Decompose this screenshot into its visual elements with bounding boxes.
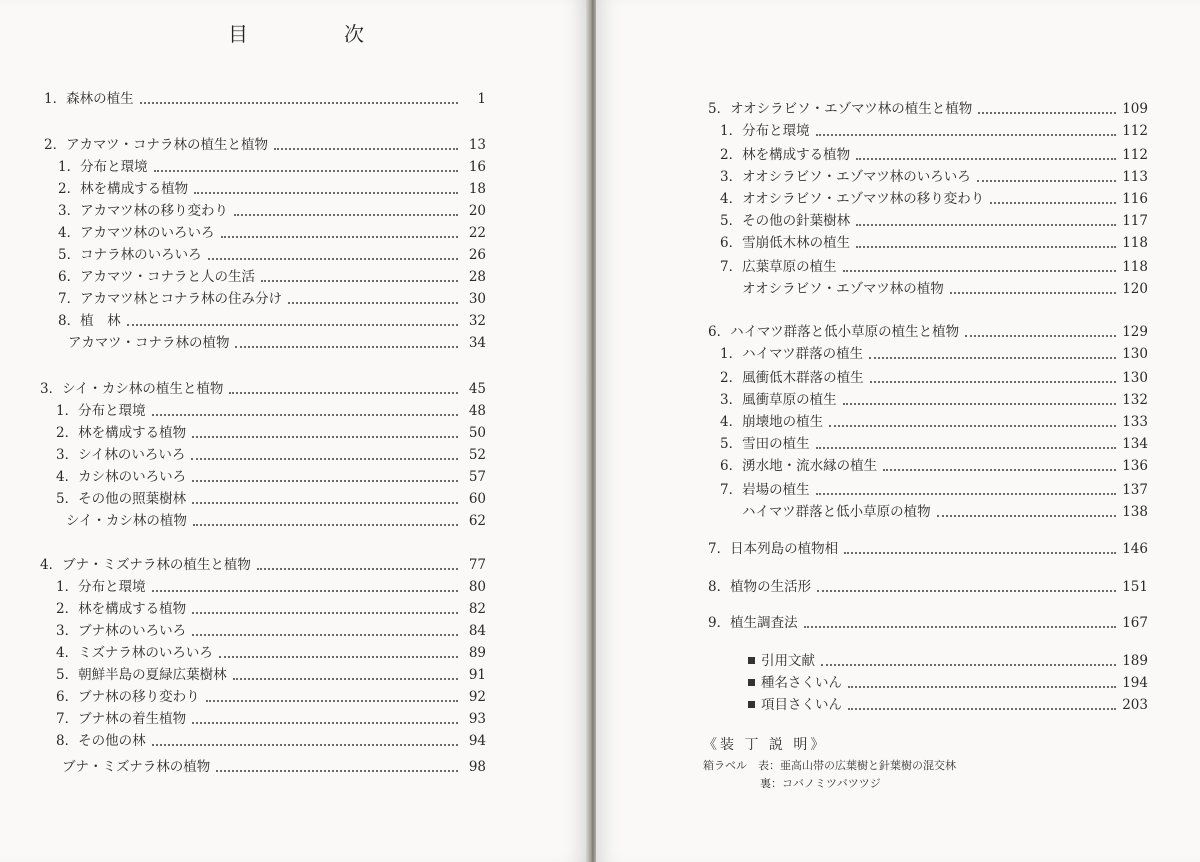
dot-leader xyxy=(127,322,458,326)
toc-entry-label xyxy=(58,202,228,220)
toc-entry-text: 2．林を構成する植物 xyxy=(56,425,187,441)
toc-entry-text: 5．オオシラビソ・エゾマツ林の植生と植物 xyxy=(708,101,973,117)
toc-page-number: 167 xyxy=(1122,615,1148,631)
toc-entry-text: 4．崩壊地の植生 xyxy=(720,414,824,430)
toc-entry xyxy=(56,468,486,486)
dot-leader xyxy=(817,588,1116,592)
toc-page-number: 82 xyxy=(468,601,486,617)
dot-leader xyxy=(848,684,1116,688)
toc-entry-label xyxy=(720,369,864,387)
toc-entry-label xyxy=(58,224,215,242)
toc-entry-text: 4．オオシラビソ・エゾマツ林の移り変わり xyxy=(720,191,985,207)
toc-entry-label xyxy=(56,732,146,750)
toc-entry-label xyxy=(56,622,186,640)
toc-entry-label xyxy=(56,644,213,662)
toc-entry-text: 5．コナラ林のいろいろ xyxy=(58,247,202,263)
toc-entry-text: 4．ブナ・ミズナラ林の植生と植物 xyxy=(40,557,251,573)
toc-page-number: 45 xyxy=(468,381,486,397)
toc-entry-label xyxy=(56,402,146,420)
toc-page-number: 194 xyxy=(1122,675,1148,691)
toc-entry-label xyxy=(56,468,186,486)
toc-entry xyxy=(62,758,486,776)
toc-entry xyxy=(708,614,1148,632)
toc-entry-label xyxy=(58,312,121,330)
toc-entry xyxy=(56,666,486,684)
toc-entry xyxy=(720,369,1148,387)
toc-entry-label xyxy=(720,481,810,499)
binding-note-line: 箱ラベル 表：亜高山帯の広葉樹と針葉樹の混交林 xyxy=(703,759,956,772)
toc-entry xyxy=(708,100,1148,118)
toc-entry-label xyxy=(720,234,850,252)
toc-entry xyxy=(56,446,486,464)
toc-entry-text: 4．アカマツ林のいろいろ xyxy=(58,225,215,241)
toc-entry xyxy=(58,180,486,198)
toc-entry-label xyxy=(720,122,810,140)
dot-leader xyxy=(978,110,1116,114)
dot-leader xyxy=(950,290,1117,294)
toc-entry-text: 1．ハイマツ群落の植生 xyxy=(720,346,864,362)
toc-entry xyxy=(720,391,1148,409)
dot-leader xyxy=(870,379,1117,383)
toc-entry-label xyxy=(56,424,186,442)
toc-entry xyxy=(58,290,486,308)
toc-entry xyxy=(66,512,486,530)
dot-leader xyxy=(235,344,458,348)
left-page xyxy=(0,0,588,862)
dot-leader xyxy=(257,566,458,570)
toc-entry-text: 4．カシ林のいろいろ xyxy=(56,469,187,485)
toc-entry xyxy=(56,688,486,706)
toc-entry-label xyxy=(62,758,210,776)
toc-entry-text: 9．植生調査法 xyxy=(708,615,798,631)
toc-entry-label xyxy=(720,258,837,276)
toc-page-number: 94 xyxy=(468,733,486,749)
toc-entry-label xyxy=(742,280,944,298)
toc-entry-text: 1．分布と環境 xyxy=(58,159,148,175)
dot-leader xyxy=(206,698,458,702)
toc-page-number: 137 xyxy=(1122,482,1148,498)
square-bullet-icon xyxy=(748,657,755,664)
toc-page-number: 146 xyxy=(1122,541,1148,557)
toc-page-number: 120 xyxy=(1122,281,1148,297)
toc-page-number: 113 xyxy=(1122,169,1148,185)
dot-leader xyxy=(191,456,458,460)
toc-entry-text: 6．アカマツ・コナラと人の生活 xyxy=(58,269,256,285)
toc-page-number: 28 xyxy=(468,269,486,285)
toc-entry-text: 8．その他の林 xyxy=(56,733,146,749)
toc-page-number: 84 xyxy=(468,623,486,639)
toc-entry xyxy=(720,190,1148,208)
toc-entry-label xyxy=(56,688,200,706)
toc-entry xyxy=(56,402,486,420)
toc-entry-label xyxy=(44,90,134,108)
toc-entry-label xyxy=(720,190,984,208)
toc-entry-text: 2．アカマツ・コナラ林の植生と植物 xyxy=(44,137,269,153)
toc-entry xyxy=(56,578,486,596)
toc-entry-label xyxy=(720,212,850,230)
dot-leader xyxy=(192,720,458,724)
toc-entry-text: 8．植 林 xyxy=(58,313,121,329)
toc-entry xyxy=(720,457,1148,475)
toc-entry xyxy=(720,435,1148,453)
dot-leader xyxy=(288,300,458,304)
dot-leader xyxy=(152,588,458,592)
toc-entry xyxy=(58,312,486,330)
toc-entry-label xyxy=(761,696,842,714)
toc-page-number: 136 xyxy=(1122,458,1148,474)
toc-entry-text: 7．ブナ林の着生植物 xyxy=(56,711,187,727)
toc-entry xyxy=(720,212,1148,230)
toc-entry xyxy=(708,540,1148,558)
dot-leader xyxy=(843,268,1117,272)
toc-page-number: 189 xyxy=(1122,653,1148,669)
toc-page-number: 129 xyxy=(1122,324,1148,340)
toc-entry-label xyxy=(720,168,971,186)
toc-entry-text: ブナ・ミズナラ林の植物 xyxy=(62,759,211,775)
binding-note-heading: 《装 丁 説 明》 xyxy=(703,737,828,753)
toc-entry-text: 6．ハイマツ群落と低小草原の植生と植物 xyxy=(708,324,960,340)
toc-entry xyxy=(56,622,486,640)
toc-page-number: 80 xyxy=(468,579,486,595)
square-bullet-icon xyxy=(748,679,755,686)
dot-leader xyxy=(274,146,458,150)
dot-leader xyxy=(821,662,1116,666)
toc-entry-label xyxy=(40,556,251,574)
toc-entry xyxy=(58,224,486,242)
dot-leader xyxy=(804,624,1117,628)
toc-entry-label xyxy=(708,540,838,558)
dot-leader xyxy=(261,278,458,282)
toc-page-number: 89 xyxy=(468,645,486,661)
toc-entry xyxy=(708,578,1148,596)
toc-entry-label xyxy=(56,600,186,618)
dot-leader xyxy=(192,632,458,636)
toc-entry xyxy=(58,158,486,176)
toc-entry-text: 3．アカマツ林の移り変わり xyxy=(58,203,229,219)
toc-page-number: 22 xyxy=(468,225,486,241)
square-bullet-icon xyxy=(748,701,755,708)
dot-leader xyxy=(234,212,458,216)
toc-entry-label xyxy=(56,490,186,508)
dot-leader xyxy=(965,333,1116,337)
dot-leader xyxy=(937,513,1117,517)
toc-entry-text: 2．林を構成する植物 xyxy=(56,601,187,617)
toc-entry-label xyxy=(761,674,842,692)
toc-page-number: 130 xyxy=(1122,346,1148,362)
toc-entry-text: 5．朝鮮半島の夏緑広葉樹林 xyxy=(56,667,227,683)
toc-page-number: 77 xyxy=(468,557,486,573)
dot-leader xyxy=(869,355,1116,359)
dot-leader xyxy=(848,706,1116,710)
toc-entry-label xyxy=(720,146,850,164)
toc-page-number: 109 xyxy=(1122,101,1148,117)
toc-entry-label xyxy=(708,323,959,341)
toc-entry-text: 1．分布と環境 xyxy=(56,403,146,419)
dot-leader xyxy=(883,467,1116,471)
toc-entry-text: 7．アカマツ林とコナラ林の住み分け xyxy=(58,291,283,307)
toc-page-number: 26 xyxy=(468,247,486,263)
toc-entry xyxy=(720,481,1148,499)
toc-page-number: 60 xyxy=(468,491,486,507)
toc-page-number: 48 xyxy=(468,403,486,419)
toc-entry-text: 3．オオシラビソ・エゾマツ林のいろいろ xyxy=(720,169,971,185)
toc-entry xyxy=(56,424,486,442)
toc-entry-text: 引用文献 xyxy=(761,653,815,669)
toc-entry-label xyxy=(58,268,255,286)
toc-page-number: 92 xyxy=(468,689,486,705)
toc-entry xyxy=(56,600,486,618)
toc-entry xyxy=(720,146,1148,164)
toc-entry-label xyxy=(708,100,972,118)
toc-entry xyxy=(44,136,486,154)
toc-entry xyxy=(742,503,1148,521)
toc-entry-text: 2．林を構成する植物 xyxy=(720,147,851,163)
toc-entry-text: アカマツ・コナラ林の植物 xyxy=(68,335,230,351)
toc-entry xyxy=(44,90,486,108)
dot-leader xyxy=(192,500,458,504)
dot-leader xyxy=(816,132,1117,136)
toc-page-number: 130 xyxy=(1122,370,1148,386)
toc-entry-text: 8．植物の生活形 xyxy=(708,579,812,595)
dot-leader xyxy=(843,401,1117,405)
toc-entry-label xyxy=(720,413,823,431)
toc-page-number: 93 xyxy=(468,711,486,727)
dot-leader xyxy=(216,768,458,772)
toc-entry-text: 3．風衝草原の植生 xyxy=(720,392,837,408)
dot-leader xyxy=(194,190,458,194)
dot-leader xyxy=(990,200,1116,204)
toc-entry-label xyxy=(720,435,810,453)
toc-entry xyxy=(56,710,486,728)
dot-leader xyxy=(233,676,458,680)
right-page xyxy=(596,0,1200,862)
dot-leader xyxy=(856,222,1116,226)
toc-entry-label xyxy=(720,391,837,409)
toc-entry-label xyxy=(56,446,185,464)
toc-page-number: 118 xyxy=(1122,235,1148,251)
toc-entry-label xyxy=(58,290,282,308)
toc-entry-label xyxy=(56,578,146,596)
toc-page-number: 134 xyxy=(1122,436,1148,452)
toc-entry-text: 5．雪田の植生 xyxy=(720,436,810,452)
toc-entry-label xyxy=(58,158,148,176)
toc-entry-text: 2．林を構成する植物 xyxy=(58,181,189,197)
toc-entry-text: 1．分布と環境 xyxy=(720,123,810,139)
toc-entry-label xyxy=(58,180,188,198)
toc-entry-text: 6．雪崩低木林の植生 xyxy=(720,235,851,251)
toc-entry-text: ハイマツ群落と低小草原の植物 xyxy=(742,504,931,520)
toc-entry xyxy=(58,268,486,286)
toc-entry-text: 3．ブナ林のいろいろ xyxy=(56,623,187,639)
toc-entry-label xyxy=(708,578,811,596)
toc-page-number: 132 xyxy=(1122,392,1148,408)
toc-entry xyxy=(742,280,1148,298)
dot-leader xyxy=(229,390,458,394)
dot-leader xyxy=(856,244,1116,248)
toc-entry-label xyxy=(56,710,186,728)
toc-page-number: 112 xyxy=(1122,123,1148,139)
toc-page-number: 30 xyxy=(468,291,486,307)
toc-page-number: 91 xyxy=(468,667,486,683)
page-title: 目 次 xyxy=(228,22,402,46)
toc-page-number: 62 xyxy=(468,513,486,529)
toc-page-number: 20 xyxy=(468,203,486,219)
toc-entry-text: 7．広葉草原の植生 xyxy=(720,259,837,275)
toc-entry-label xyxy=(742,503,931,521)
toc-entry-label xyxy=(44,136,268,154)
dot-leader xyxy=(221,234,458,238)
toc-entry xyxy=(68,334,486,352)
toc-entry-text: 6．湧水地・流水縁の植生 xyxy=(720,458,878,474)
toc-entry-label xyxy=(40,380,223,398)
toc-entry-text: 5．その他の照葉樹林 xyxy=(56,491,187,507)
toc-entry-text: 7．岩場の植生 xyxy=(720,482,810,498)
dot-leader xyxy=(154,168,458,172)
toc-entry xyxy=(720,122,1148,140)
dot-leader xyxy=(152,412,458,416)
toc-page-number: 34 xyxy=(468,335,486,351)
dot-leader xyxy=(977,178,1116,182)
dot-leader xyxy=(192,478,458,482)
toc-entry-label xyxy=(68,334,229,352)
dot-leader xyxy=(193,522,458,526)
toc-entry xyxy=(56,732,486,750)
toc-entry-text: 7．日本列島の植物相 xyxy=(708,541,839,557)
toc-entry xyxy=(748,652,1148,670)
toc-entry xyxy=(720,413,1148,431)
toc-entry-label xyxy=(720,457,877,475)
toc-entry-label xyxy=(761,652,815,670)
toc-page-number: 151 xyxy=(1122,579,1148,595)
toc-entry xyxy=(56,490,486,508)
toc-page-number: 116 xyxy=(1122,191,1148,207)
toc-page-number: 57 xyxy=(468,469,486,485)
toc-entry-text: 2．風衝低木群落の植生 xyxy=(720,370,864,386)
toc-entry xyxy=(748,696,1148,714)
toc-entry-label xyxy=(720,345,863,363)
toc-page-number: 133 xyxy=(1122,414,1148,430)
toc-page-number: 1 xyxy=(477,91,486,107)
toc-page-number: 13 xyxy=(468,137,486,153)
toc-entry xyxy=(748,674,1148,692)
toc-page-number: 52 xyxy=(468,447,486,463)
toc-entry-text: 1．分布と環境 xyxy=(56,579,146,595)
dot-leader xyxy=(856,156,1116,160)
toc-entry-text: 3．シイ・カシ林の植生と植物 xyxy=(40,381,224,397)
toc-entry-text: 3．シイ林のいろいろ xyxy=(56,447,186,463)
dot-leader xyxy=(192,610,458,614)
toc-entry xyxy=(720,234,1148,252)
dot-leader xyxy=(219,654,458,658)
toc-entry xyxy=(40,556,486,574)
dot-leader xyxy=(192,434,458,438)
toc-page-number: 98 xyxy=(468,759,486,775)
toc-page-number: 32 xyxy=(468,313,486,329)
toc-page-number: 16 xyxy=(468,159,486,175)
dot-leader xyxy=(816,491,1117,495)
toc-entry-label xyxy=(58,246,202,264)
toc-entry xyxy=(720,345,1148,363)
toc-page-number: 112 xyxy=(1122,147,1148,163)
toc-entry xyxy=(56,644,486,662)
toc-entry-text: 6．ブナ林の移り変わり xyxy=(56,689,200,705)
dot-leader xyxy=(844,550,1116,554)
toc-entry xyxy=(58,246,486,264)
dot-leader xyxy=(152,742,458,746)
toc-page-number: 138 xyxy=(1122,504,1148,520)
toc-entry xyxy=(58,202,486,220)
toc-entry-text: 4．ミズナラ林のいろいろ xyxy=(56,645,213,661)
toc-page-number: 118 xyxy=(1122,259,1148,275)
dot-leader xyxy=(208,256,458,260)
toc-page-number: 50 xyxy=(468,425,486,441)
binding-note-line: 裏：コバノミツバツツジ xyxy=(760,777,881,790)
toc-entry-label xyxy=(56,666,227,684)
toc-entry-text: シイ・カシ林の植物 xyxy=(66,513,187,529)
toc-entry xyxy=(720,168,1148,186)
dot-leader xyxy=(829,423,1116,427)
toc-page-number: 203 xyxy=(1122,697,1148,713)
toc-entry-text: 1．森林の植生 xyxy=(44,91,134,107)
dot-leader xyxy=(816,445,1117,449)
toc-page-number: 117 xyxy=(1122,213,1148,229)
toc-entry-text: 5．その他の針葉樹林 xyxy=(720,213,851,229)
dot-leader xyxy=(140,100,458,104)
toc-page-number: 18 xyxy=(468,181,486,197)
toc-entry-text: オオシラビソ・エゾマツ林の植物 xyxy=(742,281,944,297)
toc-entry-label xyxy=(708,614,798,632)
toc-entry xyxy=(708,323,1148,341)
toc-entry-text: 種名さくいん xyxy=(761,675,842,691)
toc-entry xyxy=(40,380,486,398)
toc-entry-label xyxy=(66,512,187,530)
toc-entry-text: 項目さくいん xyxy=(761,697,842,713)
toc-entry xyxy=(720,258,1148,276)
